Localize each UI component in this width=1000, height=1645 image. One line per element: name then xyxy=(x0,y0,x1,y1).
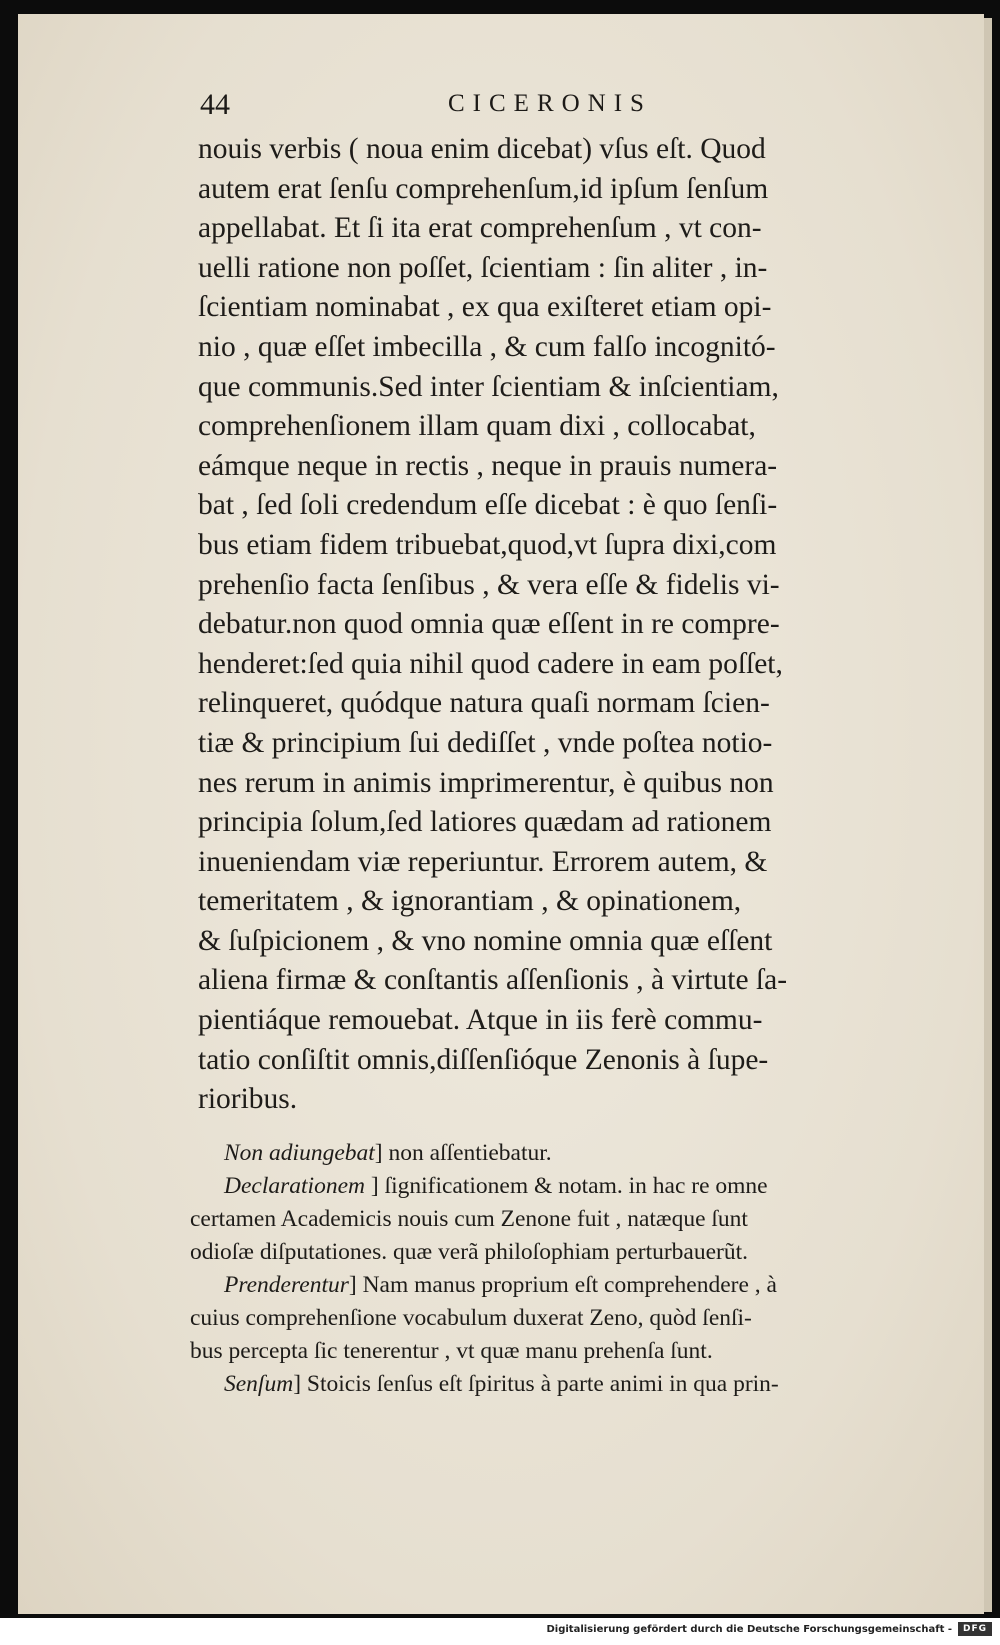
text-line: appellabat. Et ſi ita erat comprehenſum , vt con- xyxy=(198,212,762,245)
text-line: tatio conſiſtit omnis,diſſenſióque Zenonis à ſupe- xyxy=(198,1043,769,1076)
page-header xyxy=(200,88,920,128)
text-line: comprehenſionem illam quam dixi , collocabat, xyxy=(198,410,756,443)
text-line: uelli ratione non poſſet, ſcientiam : ſin aliter , in- xyxy=(198,251,768,284)
note-line: certamen Academicis nouis cum Zenone fuit , natæque ſunt xyxy=(190,1206,748,1232)
note-line xyxy=(190,1368,926,1401)
page-number: 44 xyxy=(200,88,230,121)
text-line: eámque neque in rectis , neque in prauis numera- xyxy=(198,449,778,482)
text-line: pientiáque remouebat. Atque in iis ferè commu- xyxy=(198,1004,763,1037)
note-lemma: Non adiungebat xyxy=(224,1140,375,1166)
note-lemma: Prenderentur xyxy=(224,1272,349,1298)
text-line: relinqueret, quódque natura quaſi normam ſcien- xyxy=(198,687,770,720)
text-line: ſcientiam nominabat , ex qua exiſteret etiam opi- xyxy=(198,291,772,324)
commentary-notes xyxy=(190,1137,926,1401)
note-line: bus percepta ſic tenerentur , vt quæ manu prehenſa ſunt. xyxy=(190,1338,713,1364)
text-line: rioribus. xyxy=(198,1083,298,1116)
text-line: tiæ & principium ſui dediſſet , vnde poſtea notio- xyxy=(198,726,773,759)
note-text: ] Nam manus proprium eſt comprehendere , à xyxy=(348,1272,777,1298)
text-line: bat , ſed ſoli credendum eſſe dicebat : è quo ſenſi- xyxy=(198,489,778,522)
text-line: henderet:ſed quia nihil quod cadere in eam poſſet, xyxy=(198,647,783,680)
dfg-logo: DFG xyxy=(958,1622,992,1636)
digitization-credit: Digitalisierung gefördert durch die Deutsche Forschungsgemeinschaft - xyxy=(546,1624,952,1635)
page-edge xyxy=(984,18,992,1612)
running-title: CICERONIS xyxy=(448,90,652,117)
note-line xyxy=(190,1269,926,1302)
note-text: ] non aſſentiebatur. xyxy=(374,1140,552,1166)
note-line: odioſæ diſputationes. quæ verã philoſophiam perturbauerũt. xyxy=(190,1239,749,1265)
text-line: bus etiam fidem tribuebat,quod,vt ſupra dixi,com xyxy=(198,528,777,561)
text-line: nes rerum in animis imprimerentur, è quibus non xyxy=(198,766,774,799)
text-line: autem erat ſenſu comprehenſum,id ipſum ſenſum xyxy=(198,172,769,205)
note-line xyxy=(190,1137,926,1170)
main-text-block xyxy=(198,130,924,1120)
text-line: inueniendam viæ reperiuntur. Errorem autem, & xyxy=(198,845,768,878)
note-text: ] ſignificationem & notam. in hac re omne xyxy=(364,1173,768,1199)
note-text: ] Stoicis ſenſus eſt ſpiritus à parte animi in qua prin- xyxy=(293,1371,779,1397)
text-line: debatur.non quod omnia quæ eſſent in re compre- xyxy=(198,608,780,641)
note-line: cuius comprehenſione vocabulum duxerat Zeno, quòd ſenſi- xyxy=(190,1305,752,1331)
text-line: nouis verbis ( noua enim dicebat) vſus eſt. Quod xyxy=(198,133,766,165)
text-line: prehenſio facta ſenſibus , & vera eſſe & fidelis vi- xyxy=(198,568,780,601)
text-line: que communis.Sed inter ſcientiam & inſcientiam, xyxy=(198,370,779,403)
text-line: temeritatem , & ignorantiam , & opinationem, xyxy=(198,885,742,918)
note-lemma: Declarationem xyxy=(224,1173,365,1199)
note-lemma: Senſum xyxy=(224,1371,294,1397)
note-line xyxy=(190,1170,926,1203)
text-line: aliena firmæ & conſtantis aſſenſionis , à virtute ſa- xyxy=(198,964,788,997)
text-line: nio , quæ eſſet imbecilla , & cum falſo incognitó- xyxy=(198,330,776,363)
text-line: & ſuſpicionem , & vno nomine omnia quæ eſſent xyxy=(198,924,773,957)
text-line: principia ſolum,ſed latiores quædam ad rationem xyxy=(198,806,772,839)
